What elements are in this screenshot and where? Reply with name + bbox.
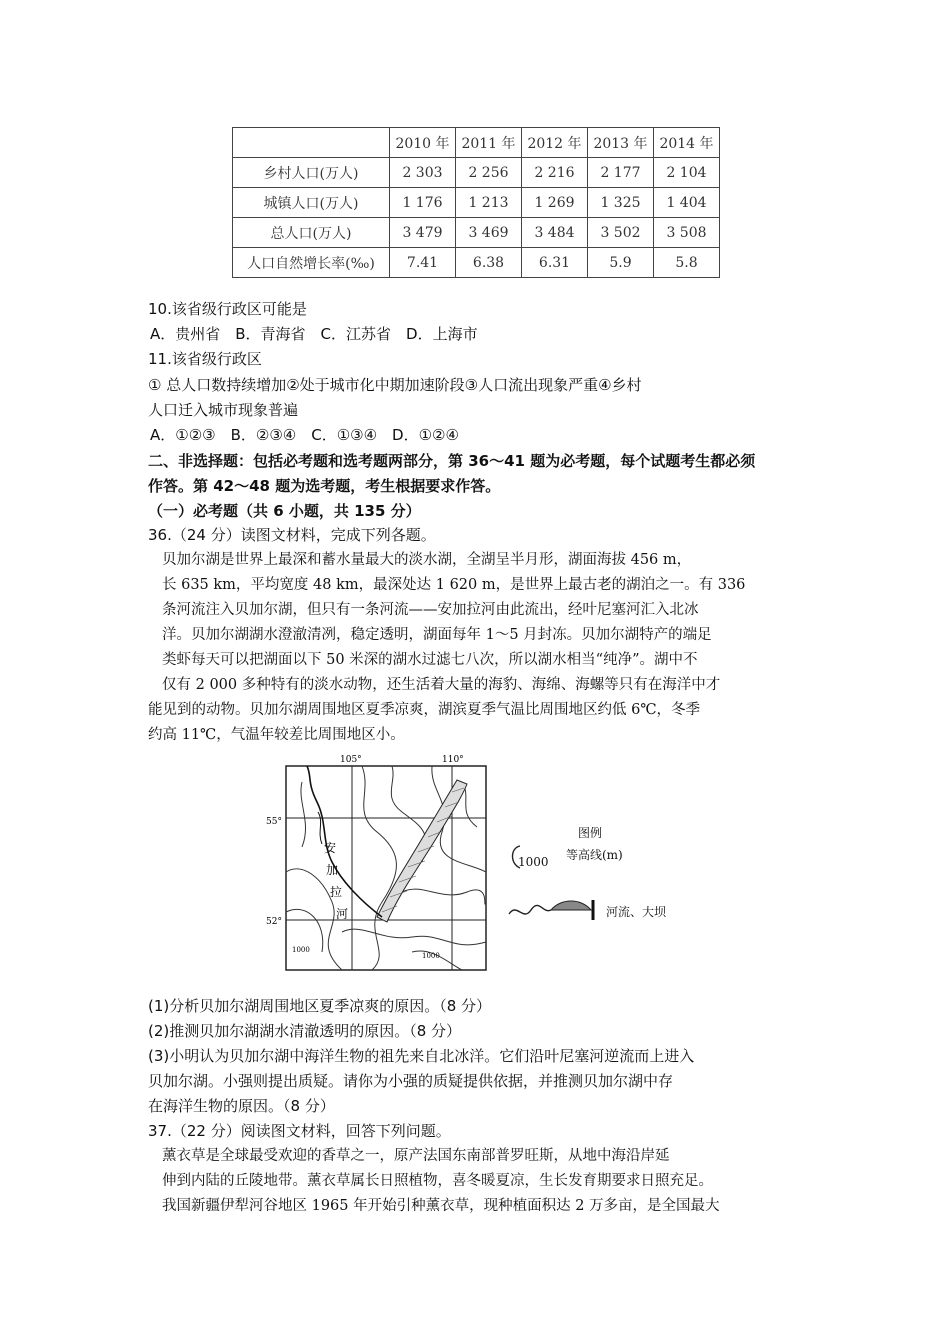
table-header-cell — [233, 128, 390, 158]
table-row — [233, 188, 720, 218]
table-header-cell: 2010 年 — [390, 128, 456, 158]
table-cell: 2 177 — [588, 158, 654, 188]
table-cell: 5.8 — [654, 248, 720, 278]
q36-sub2: (2)推测贝加尔湖湖水清澈透明的原因。（8 分） — [148, 1022, 462, 1040]
q36-paragraph-line: 条河流注入贝加尔湖，但只有一条河流——安加拉河由此流出，经叶尼塞河汇入北冰 — [162, 602, 699, 618]
q36-sub3-cont: 贝加尔湖。小强则提出质疑。请你为小强的质疑提供依据，并推测贝加尔湖中存 — [148, 1072, 674, 1090]
table-cell: 2 104 — [654, 158, 720, 188]
legend-contour-value: 1000 — [518, 855, 549, 869]
q36-heading: 36.（24 分）读图文材料，完成下列各题。 — [148, 526, 436, 544]
lat-label-52: 52° — [266, 917, 282, 927]
q37-paragraph-line: 我国新疆伊犁河谷地区 1965 年开始引种薰衣草，现种植面积达 2 万多亩，是全国最大 — [162, 1198, 720, 1214]
q37-heading: 37.（22 分）阅读图文材料，回答下列问题。 — [148, 1122, 451, 1140]
table-cell: 1 269 — [522, 188, 588, 218]
section2-subheading: （一）必考题（共 6 小题，共 135 分） — [148, 502, 421, 520]
q37-paragraph-line: 薰衣草是全球最受欢迎的香草之一，原产法国东南部普罗旺斯，从地中海沿岸延 — [162, 1148, 670, 1164]
q36-paragraph-line: 贝加尔湖是世界上最深和蓄水量最大的淡水湖，全湖呈半月形，湖面海拔 456 m， — [162, 552, 692, 568]
q36-paragraph-line: 类虾每天可以把湖面以下 50 米深的湖水过滤七八次，所以湖水相当“纯净”。湖中不 — [162, 652, 698, 668]
lon-label-110: 110° — [442, 755, 464, 765]
legend-river-label: 河流、大坝 — [606, 905, 667, 919]
table-cell: 3 484 — [522, 218, 588, 248]
river-char: 河 — [336, 907, 349, 921]
table-cell: 3 479 — [390, 218, 456, 248]
table-row — [233, 248, 720, 278]
table-row — [233, 158, 720, 188]
table-cell: 3 508 — [654, 218, 720, 248]
table-cell: 3 469 — [456, 218, 522, 248]
q36-paragraph-line: 能见到的动物。贝加尔湖周围地区夏季凉爽，湖滨夏季气温比周围地区约低 6℃，冬季 — [148, 702, 701, 718]
river-char: 加 — [326, 863, 339, 877]
table-cell: 1 213 — [456, 188, 522, 218]
legend-contour-label: 等高线(m) — [566, 848, 623, 862]
legend-title: 图例 — [578, 826, 603, 840]
table-cell: 1 404 — [654, 188, 720, 218]
table-header-cell: 2011 年 — [456, 128, 522, 158]
table-cell: 5.9 — [588, 248, 654, 278]
q36-sub3-cont: 在海洋生物的原因。（8 分） — [148, 1097, 335, 1115]
row-label: 城镇人口(万人) — [233, 188, 390, 218]
baikal-map — [266, 752, 492, 974]
table-header-cell: 2014 年 — [654, 128, 720, 158]
river-char: 拉 — [330, 885, 343, 899]
q37-paragraph-line: 伸到内陆的丘陵地带。薰衣草属长日照植物，喜冬暖夏凉，生长发育期要求日照充足。 — [162, 1173, 713, 1189]
table-cell: 1 176 — [390, 188, 456, 218]
q36-paragraph-line: 洋。贝加尔湖湖水澄澈清冽，稳定透明，湖面每年 1～5 月封冻。贝加尔湖特产的端足 — [162, 627, 712, 643]
contour-label: 1000 — [292, 946, 310, 954]
q36-paragraph-line: 仅有 2 000 多种特有的淡水动物，还生活着大量的海豹、海绵、海螺等只有在海洋中才 — [162, 677, 721, 693]
population-table — [232, 127, 720, 278]
table-cell: 6.31 — [522, 248, 588, 278]
table-cell: 1 325 — [588, 188, 654, 218]
table-header-cell: 2013 年 — [588, 128, 654, 158]
q11-stem: 11.该省级行政区 — [148, 350, 262, 368]
lon-label-105: 105° — [340, 755, 362, 765]
row-label: 总人口(万人) — [233, 218, 390, 248]
table-header-cell: 2012 年 — [522, 128, 588, 158]
table-cell: 3 502 — [588, 218, 654, 248]
lat-label-55: 55° — [266, 817, 282, 827]
table-row — [233, 218, 720, 248]
row-label: 人口自然增长率(‰) — [233, 248, 390, 278]
q10-options: A．贵州省 B．青海省 C．江苏省 D．上海市 — [150, 325, 478, 343]
river-char: 安 — [324, 841, 337, 855]
table-cell: 2 303 — [390, 158, 456, 188]
q11-statements: ① 总人口数持续增加②处于城市化中期加速阶段③人口流出现象严重④乡村 — [148, 376, 642, 394]
section2-heading-cont: 作答。第 42～48 题为选考题，考生根据要求作答。 — [148, 477, 501, 495]
row-label: 乡村人口(万人) — [233, 158, 390, 188]
river-dam-legend-icon — [505, 896, 605, 924]
contour-label: 1000 — [422, 952, 440, 960]
q36-paragraph-line: 长 635 km，平均宽度 48 km，最深处达 1 620 m，是世界上最古老的湖泊之一。有 336 — [162, 577, 746, 593]
table-cell: 2 256 — [456, 158, 522, 188]
q36-sub1: (1)分析贝加尔湖周围地区夏季凉爽的原因。（8 分） — [148, 997, 492, 1015]
q36-sub3: (3)小明认为贝加尔湖中海洋生物的祖先来自北冰洋。它们沿叶尼塞河逆流而上进入 — [148, 1047, 695, 1065]
q10-stem: 10.该省级行政区可能是 — [148, 300, 307, 318]
section2-heading: 二、非选择题：包括必考题和选考题两部分，第 36～41 题为必考题，每个试题考生都必须 — [148, 452, 756, 470]
q36-paragraph-line: 约高 11℃，气温年较差比周围地区小。 — [148, 727, 405, 743]
table-header-row — [233, 128, 720, 158]
q11-statements-cont: 人口迁入城市现象普遍 — [148, 401, 299, 419]
table-cell: 2 216 — [522, 158, 588, 188]
table-cell: 6.38 — [456, 248, 522, 278]
table-cell: 7.41 — [390, 248, 456, 278]
q11-options: A．①②③ B．②③④ C．①③④ D．①②④ — [150, 426, 459, 444]
